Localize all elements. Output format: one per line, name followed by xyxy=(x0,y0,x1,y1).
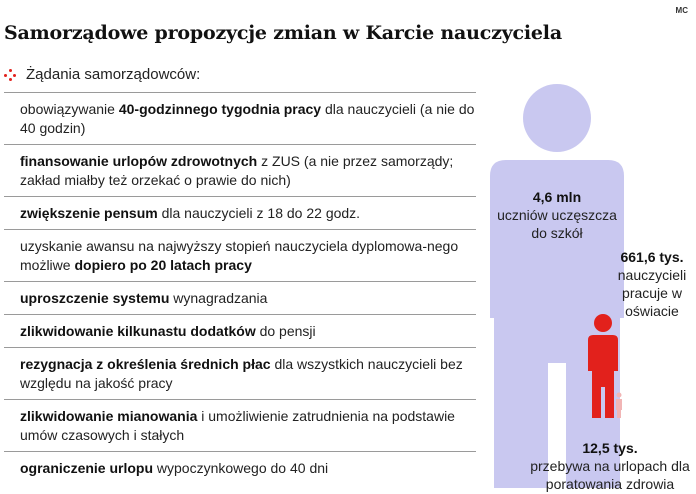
demand-item xyxy=(4,347,476,399)
list-heading-label: Żądania samorządowców: xyxy=(26,66,201,83)
demand-item xyxy=(4,399,476,451)
demand-plain: dla nauczycieli z 18 do 22 godz. xyxy=(157,204,361,221)
students-desc: uczniów uczęszcza do szkół xyxy=(497,207,617,241)
demand-text xyxy=(20,322,316,341)
demand-plain: dla wszystkich nauczycieli bez względu na jakość pracy xyxy=(20,355,463,391)
demand-item xyxy=(4,451,476,484)
leave-desc: przebywa na urlopach dla poratowania zdrowia xyxy=(530,458,690,492)
demand-text xyxy=(20,152,476,190)
demand-text xyxy=(20,459,328,478)
demand-text xyxy=(20,407,476,445)
demand-text xyxy=(20,355,476,393)
demand-plain: z ZUS (a nie przez samorządy; zakład miałby też orzekać o prawie do nich) xyxy=(20,152,454,188)
figure-panel xyxy=(480,78,696,494)
demand-plain: obowiązywanie xyxy=(20,100,119,117)
demand-item xyxy=(4,314,476,347)
students-figure xyxy=(490,84,624,488)
demand-text xyxy=(20,237,476,275)
demand-plain: dla nauczycieli (a nie do 40 godzin) xyxy=(20,100,475,136)
demand-highlight: uproszczenie systemu xyxy=(20,289,170,306)
leave-label xyxy=(530,439,690,493)
demand-highlight: zlikwidowanie kilkunastu dodatków xyxy=(20,322,256,339)
corner-mark: MC xyxy=(675,6,688,15)
demand-plain: uzyskanie awansu na najwyższy stopień nauczyciela dyplomowa-nego możliwe xyxy=(20,237,459,273)
leave-value: 12,5 tys. xyxy=(582,440,638,456)
demand-text xyxy=(20,100,476,138)
demand-highlight: finansowanie urlopów zdrowotnych xyxy=(20,152,258,169)
teachers-label xyxy=(611,248,693,320)
students-label xyxy=(497,188,617,242)
page-title: Samorządowe propozycje zmian w Karcie nauczyciela xyxy=(4,22,562,44)
demand-highlight: ograniczenie urlopu xyxy=(20,459,154,476)
teachers-value: 661,6 tys. xyxy=(620,249,684,265)
demand-item xyxy=(4,92,476,144)
demand-highlight: zlikwidowanie mianowania xyxy=(20,407,198,424)
demand-highlight: dopiero po 20 latach pracy xyxy=(74,256,252,273)
bullet-icon xyxy=(4,69,16,81)
demand-plain: do pensji xyxy=(255,322,316,339)
demand-highlight: zwiększenie pensum xyxy=(20,204,158,221)
demand-plain: wynagradzania xyxy=(169,289,268,306)
demand-item xyxy=(4,281,476,314)
demand-text xyxy=(20,289,267,308)
demand-item xyxy=(4,144,476,196)
students-value: 4,6 mln xyxy=(532,189,582,205)
demand-highlight: rezygnacja z określenia średnich płac xyxy=(20,355,271,372)
demand-text xyxy=(20,204,360,223)
teachers-desc: nauczycieli pracuje w oświacie xyxy=(617,267,687,319)
demands-list xyxy=(4,92,476,484)
demand-plain: wypoczynkowego do 40 dni xyxy=(153,459,329,476)
demand-item xyxy=(4,196,476,229)
list-heading xyxy=(4,66,200,83)
demand-plain: i umożliwienie zatrudnienia na podstawie umów czasowych i stałych xyxy=(20,407,455,443)
demand-item xyxy=(4,229,476,281)
demand-highlight: 40-godzinnego tygodnia pracy xyxy=(118,100,322,117)
